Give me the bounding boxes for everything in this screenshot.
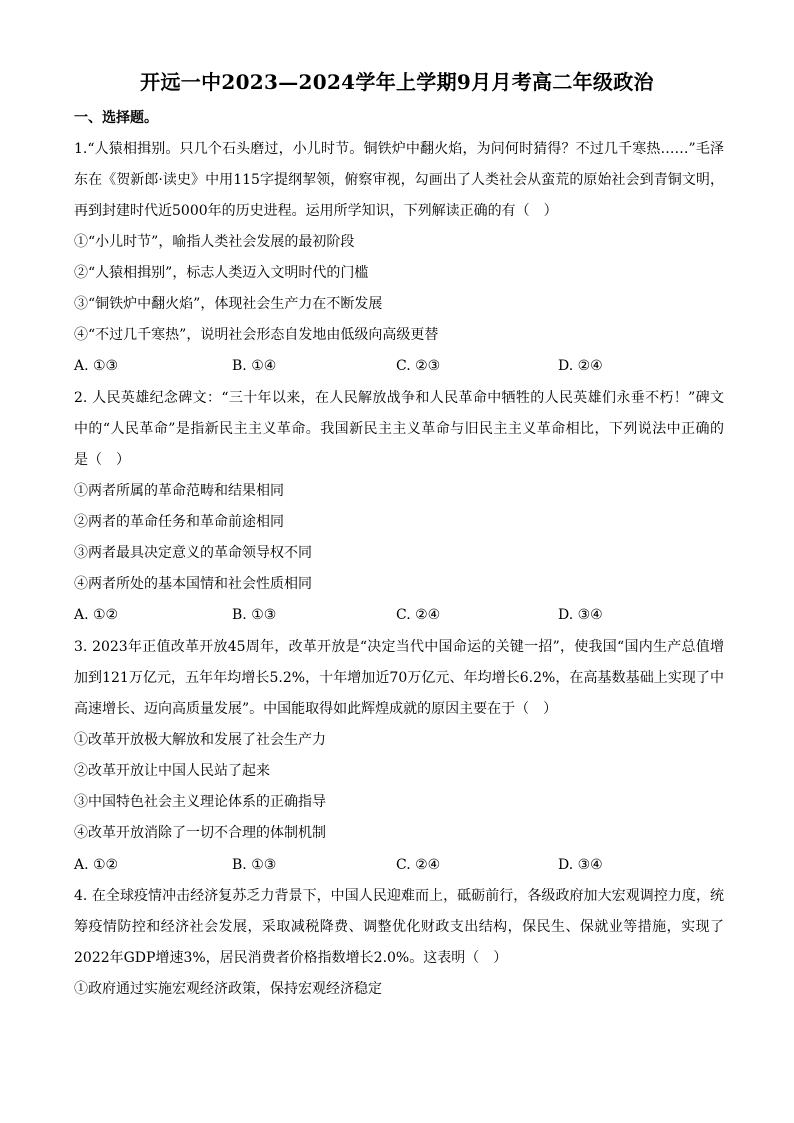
question-1-option-a: A. ①③ (74, 358, 119, 374)
question-1-statement-1: ①“小儿时节”，喻指人类社会发展的最初阶段 (74, 234, 355, 250)
question-1-statement-3: ③“铜铁炉中翻火焰”，体现社会生产力在不断发展 (74, 296, 383, 312)
exam-title: 开远一中2023—2024学年上学期9月月考高二年级政治 (140, 70, 654, 94)
question-1-stem-line-2: 东在《贺新郎·读史》中用115字提纲挈领，俯察审视，勾画出了人类社会从蛮荒的原始社会到青铜文明， (74, 172, 724, 188)
question-3-statement-2: ②改革开放让中国人民站了起来 (74, 763, 270, 779)
question-1-option-d: D. ②④ (558, 358, 603, 374)
section-heading: 一、选择题。 (74, 110, 158, 126)
question-3-stem-line-1: 3. 2023年正值改革开放45周年，改革开放是“决定当代中国命运的关键一招”，使我国“国内生产总值增 (74, 639, 724, 655)
question-1-option-b: B. ①④ (232, 358, 277, 374)
question-3-statement-1: ①改革开放极大解放和发展了社会生产力 (74, 732, 326, 748)
question-3-statement-4: ④改革开放消除了一切不合理的体制机制 (74, 825, 326, 841)
question-2-statement-1: ①两者所属的革命范畴和结果相同 (74, 483, 284, 499)
question-1-option-c: C. ②③ (396, 358, 441, 374)
question-1-stem-line-3: 再到封建时代近5000年的历史进程。运用所学知识，下列解读正确的有（ ） (74, 203, 558, 219)
question-4-statement-1: ①政府通过实施宏观经济政策，保持宏观经济稳定 (74, 981, 382, 997)
question-2-statement-4: ④两者所处的基本国情和社会性质相同 (74, 576, 312, 592)
question-1-statement-4: ④“不过几千寒热”，说明社会形态自发地由低级向高级更替 (74, 327, 439, 343)
question-4-stem-line-2: 筹疫情防控和经济社会发展，采取减税降费、调整优化财政支出结构，保民生、保就业等措施，实现了 (74, 919, 724, 935)
question-3-option-c: C. ②④ (396, 857, 441, 873)
question-1-statement-2: ②“人猿相揖别”，标志人类迈入文明时代的门槛 (74, 265, 369, 281)
question-2-statement-3: ③两者最具决定意义的革命领导权不同 (74, 545, 312, 561)
question-3-statement-3: ③中国特色社会主义理论体系的正确指导 (74, 794, 326, 810)
question-2-option-a: A. ①② (74, 607, 119, 623)
question-2-option-b: B. ①③ (232, 607, 277, 623)
question-4-stem-line-1: 4. 在全球疫情冲击经济复苏乏力背景下，中国人民迎难而上，砥砺前行，各级政府加大宏观调控力度，统 (74, 888, 724, 904)
question-3-stem-line-3: 高速增长、迈向高质量发展”。中国能取得如此辉煌成就的原因主要在于（ ） (74, 701, 558, 717)
question-3-option-d: D. ③④ (558, 857, 603, 873)
question-1-stem-line-1: 1.“人猿相揖别。只几个石头磨过，小儿时节。铜铁炉中翻火焰，为问何时猜得？不过几千寒热……”毛泽 (74, 141, 724, 157)
question-2-option-d: D. ③④ (558, 607, 603, 623)
question-4-stem-line-3: 2022年GDP增速3%，居民消费者价格指数增长2.0%。这表明（ ） (74, 950, 508, 966)
question-3-option-b: B. ①③ (232, 857, 277, 873)
question-3-stem-line-2: 加到121万亿元，五年年均增长5.2%，十年增加近70万亿元、年均增长6.2%，在高基数基础上实现了中 (74, 670, 724, 686)
question-2-statement-2: ②两者的革命任务和革命前途相同 (74, 514, 284, 530)
question-3-option-a: A. ①② (74, 857, 119, 873)
question-2-stem-line-1: 2. 人民英雄纪念碑文：“三十年以来，在人民解放战争和人民革命中牺牲的人民英雄们永垂不朽！”碑文 (74, 390, 724, 406)
question-2-stem-line-2: 中的“人民革命”是指新民主主义革命。我国新民主主义革命与旧民主主义革命相比，下列说法中正确的 (74, 421, 724, 437)
question-2-option-c: C. ②④ (396, 607, 441, 623)
question-2-stem-line-3: 是（ ） (74, 452, 130, 468)
